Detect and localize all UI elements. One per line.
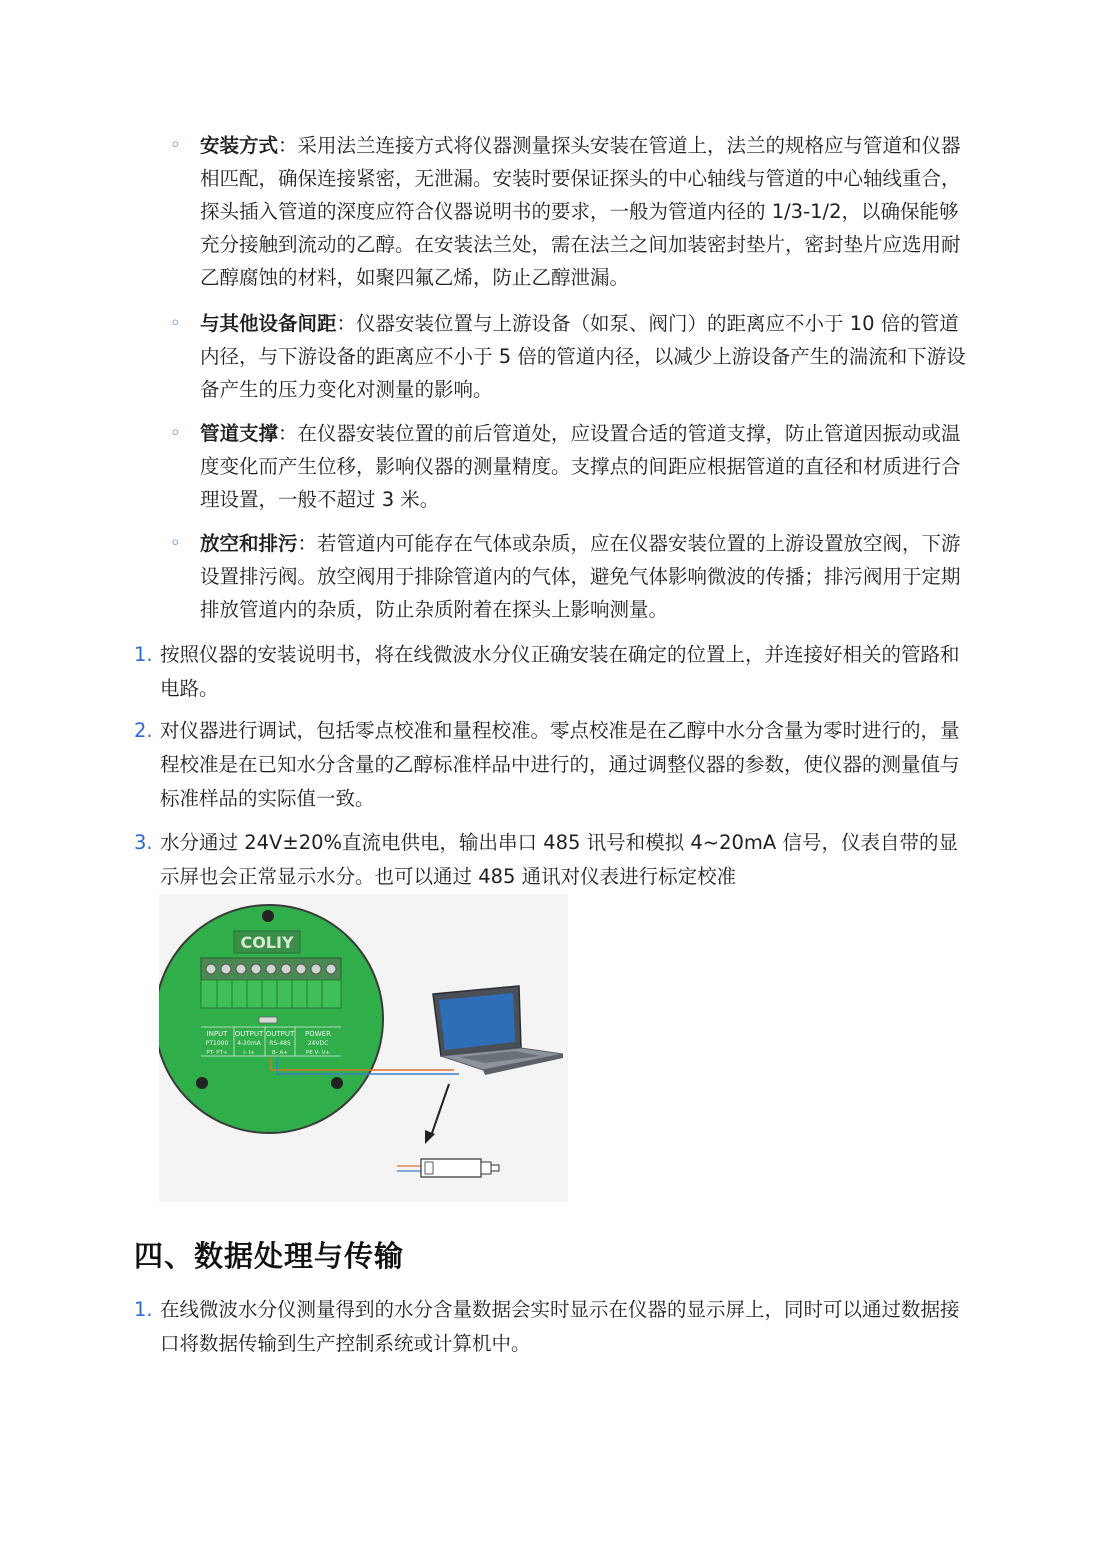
svg-text:4-20mA: 4-20mA <box>237 1040 261 1047</box>
svg-text:PT- PT+: PT- PT+ <box>206 1050 228 1056</box>
svg-text:B- A+: B- A+ <box>272 1050 288 1056</box>
circle-bullet-icon: ◦ <box>170 533 181 554</box>
svg-text:I- I+: I- I+ <box>243 1050 255 1056</box>
bullet-text: ：若管道内可能存在气体或杂质，应在仪器安装位置的上游设置放空阀，下游设置排污阀。放空阀用于排除管道内的气体，避免气体影响微波的传播；排污阀用于定期排放管道内的杂质，防止杂质附着在探头上影响测量。 <box>200 532 961 621</box>
section-title: 四、数据处理与传输 <box>134 1239 405 1273</box>
bullet-body <box>200 527 970 626</box>
svg-text:RS-485: RS-485 <box>269 1040 291 1047</box>
bullet-body <box>200 417 970 516</box>
bullet-term: 管道支撑 <box>200 422 279 445</box>
brand-logo: COLIY <box>240 933 294 952</box>
bullet-item-pipe-support <box>170 417 970 516</box>
bullet-text: ：采用法兰连接方式将仪器测量探头安装在管道上，法兰的规格应与管道和仪器相匹配，确保连接紧密，无泄漏。安装时要保证探头的中心轴线与管道的中心轴线重合，探头插入管道的深度应符合仪器说明书的要求，一般为管道内径的 1/3-1/2，以确保能够充分接触到流动的乙醇。在安装法兰处，需在法兰之间加装密封垫片，密封垫片应选用耐乙醇腐蚀的材料，如聚四氟乙烯，防止乙醇泄漏。 <box>200 134 961 289</box>
item-number: 2. <box>134 719 153 742</box>
section-item-1 <box>134 1293 964 1361</box>
svg-text:PE V- V+: PE V- V+ <box>305 1050 331 1056</box>
bullet-item-vent-drain <box>170 527 970 626</box>
bullet-item-spacing <box>170 307 970 406</box>
item-text: 按照仪器的安装说明书，将在线微波水分仪正确安装在确定的位置上，并连接好相关的管路和电路。 <box>160 643 960 700</box>
bullet-body <box>200 307 970 406</box>
bullet-text: ：在仪器安装位置的前后管道处，应设置合适的管道支撑，防止管道因振动或温度变化而产生位移，影响仪器的测量精度。支撑点的间距应根据管道的直径和材质进行合理设置，一般不超过 3 米。 <box>200 422 961 511</box>
wiring-diagram-figure <box>159 894 568 1202</box>
numbered-item-2 <box>134 714 964 816</box>
item-text: 对仪器进行调试，包括零点校准和量程校准。零点校准是在乙醇中水分含量为零时进行的，量程校准是在已知水分含量的乙醇标准样品中进行的，通过调整仪器的参数，使仪器的测量值与标准样品的实际值一致。 <box>160 719 960 810</box>
mounting-hole-icon <box>331 1077 343 1089</box>
svg-text:24VDC: 24VDC <box>307 1040 329 1047</box>
item-text: 水分通过 24V±20%直流电供电，输出串口 485 讯号和模拟 4~20mA 信号，仪表自带的显示屏也会正常显示水分。也可以通过 485 通讯对仪表进行标定校准 <box>160 831 958 888</box>
svg-text:PT1000: PT1000 <box>205 1040 229 1047</box>
circle-bullet-icon: ◦ <box>170 313 181 334</box>
svg-text:OUTPUT: OUTPUT <box>265 1030 295 1038</box>
svg-text:POWER: POWER <box>305 1030 331 1038</box>
item-number: 1. <box>134 1298 153 1321</box>
numbered-item-1 <box>134 638 964 706</box>
mounting-hole-icon <box>262 910 274 922</box>
bullet-item-install-method <box>170 129 970 294</box>
svg-text:OUTPUT: OUTPUT <box>234 1030 264 1038</box>
bullet-term: 放空和排污 <box>200 532 298 555</box>
mounting-hole-icon <box>196 1077 208 1089</box>
item-number: 1. <box>134 643 153 666</box>
bullet-term: 与其他设备间距 <box>200 312 337 335</box>
item-text: 在线微波水分仪测量得到的水分含量数据会实时显示在仪器的显示屏上，同时可以通过数据接口将数据传输到生产控制系统或计算机中。 <box>160 1298 960 1355</box>
circle-bullet-icon: ◦ <box>170 423 181 444</box>
svg-text:INPUT: INPUT <box>206 1030 228 1038</box>
item-number: 3. <box>134 831 153 854</box>
bullet-text: ：仪器安装位置与上游设备（如泵、阀门）的距离应不小于 10 倍的管道内径，与下游设备的距离应不小于 5 倍的管道内径，以减少上游设备产生的湍流和下游设备产生的压力变化对测量的影响。 <box>200 312 966 401</box>
circle-bullet-icon: ◦ <box>170 135 181 156</box>
wiring-diagram-svg <box>159 894 568 1202</box>
bullet-body <box>200 129 970 294</box>
bullet-term: 安装方式 <box>200 134 279 157</box>
numbered-item-3 <box>134 826 964 894</box>
